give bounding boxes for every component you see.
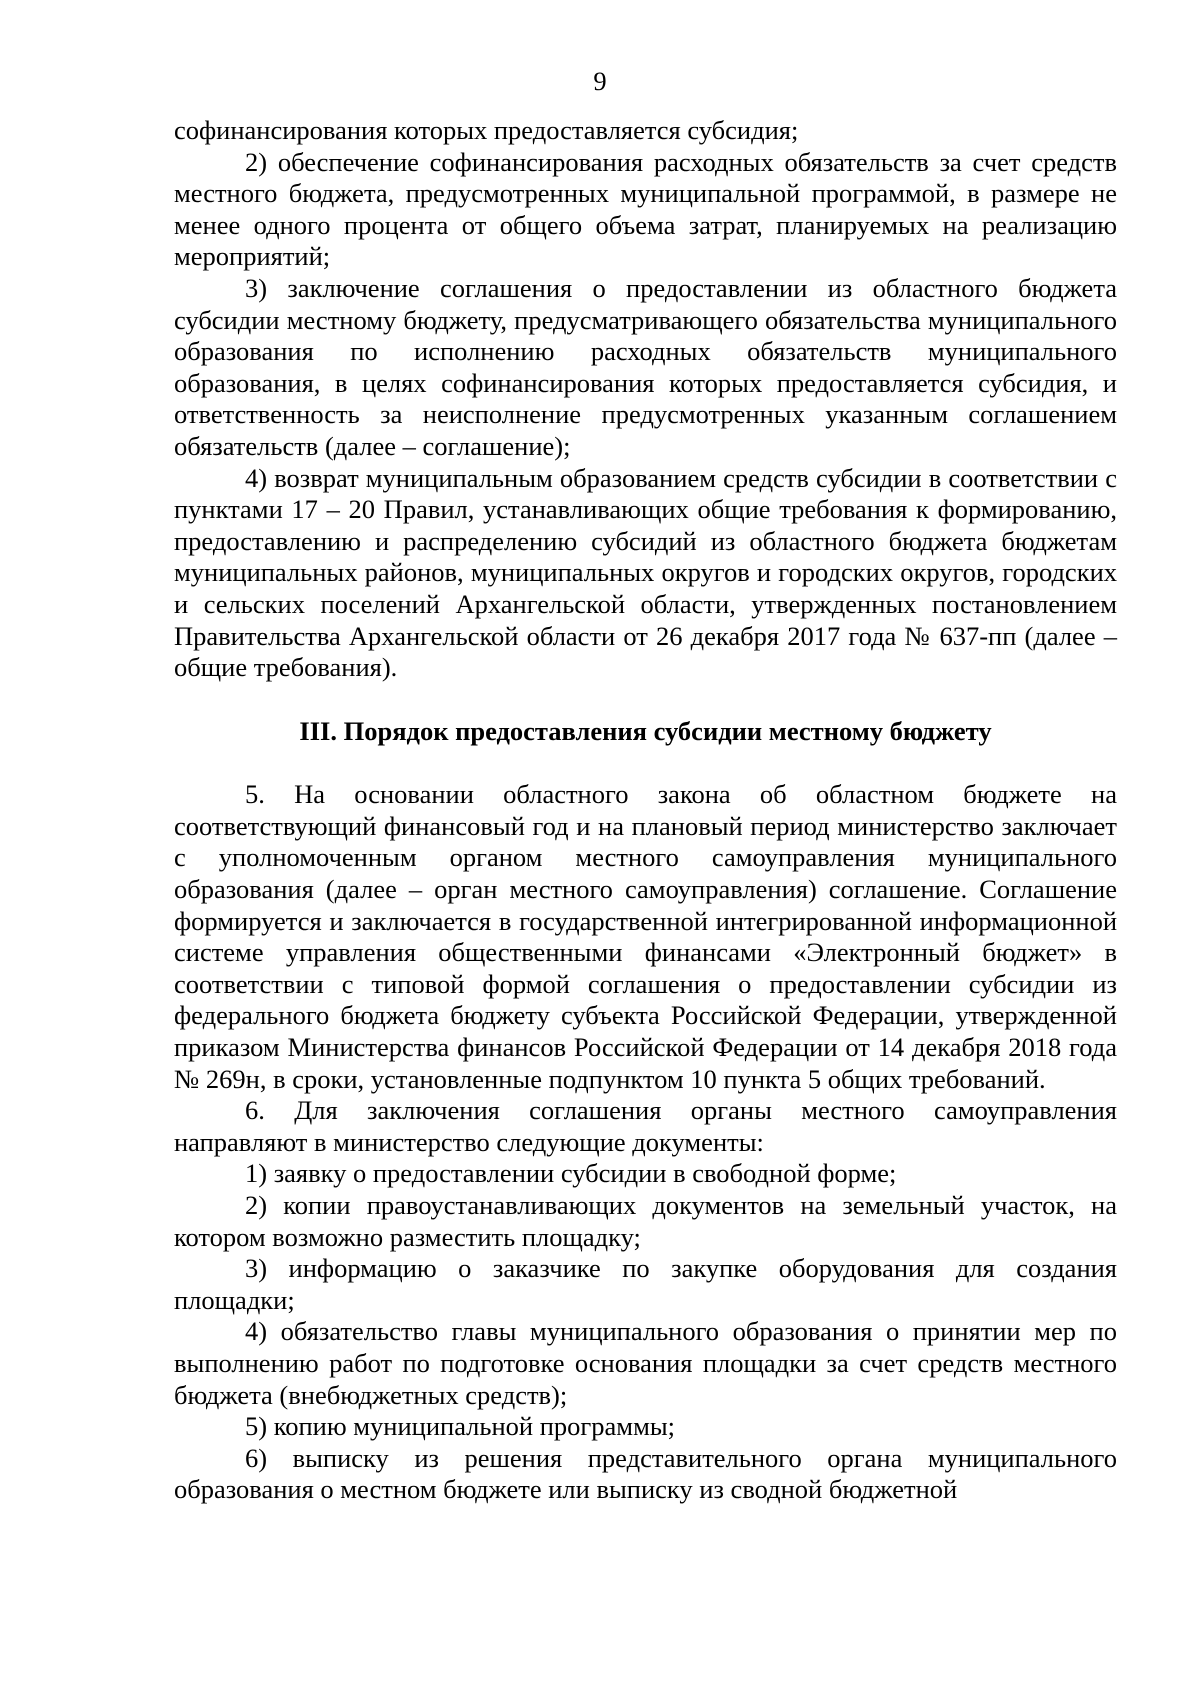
section-heading: III. Порядок предоставления субсидии местному бюджету	[299, 715, 992, 746]
paragraph: 2) копии правоустанавливающих документов на земельный участок, на котором возможно разместить площадку;	[174, 1190, 1117, 1252]
page-number: 9	[593, 66, 607, 96]
paragraphs-bottom	[174, 779, 1117, 1506]
paragraph: 6) выписку из решения представительного органа муниципального образования о местном бюджете или выписку из сводной бюджетной	[174, 1442, 1117, 1505]
paragraph: 4) возврат муниципальным образованием средств субсидии в соответствии с пунктами 17 – 20 Правил, устанавливающих общие требования к формированию, предоставлению и распределению субсидий из областного бюджета бюджетам муниципальных районов, муниципальных округов и городских округов, городских и сельских поселений Архангельской области, утвержденных постановлением Правительства Архангельской области от 26 декабря 2017 года № 637-пп (далее – общие требования).	[174, 462, 1117, 683]
document-body	[174, 115, 1117, 1506]
paragraph: 5. На основании областного закона об областном бюджете на соответствующий финансовый год и на плановый период министерство заключает с уполномоченным органом местного самоуправления муниципального образования (далее – орган местного самоуправления) соглашение. Соглашение формируется и заключается в государственной интегрированной информационной системе управления общественными финансами «Электронный бюджет» в соответствии с типовой формой соглашения о предоставлении субсидии из федерального бюджета бюджету субъекта Российской Федерации, утвержденной приказом Министерства финансов Российской Федерации от 14 декабря 2018 года № 269н, в сроки, установленные подпунктом 10 пункта 5 общих требований.	[174, 779, 1117, 1094]
paragraph: 5) копию муниципальной программы;	[245, 1411, 676, 1442]
paragraph: 2) обеспечение софинансирования расходных обязательств за счет средств местного бюджета, предусмотренных муниципальной программой, в размере не менее одного процента от общего объема затрат, планируемых на реализацию мероприятий;	[174, 146, 1117, 272]
paragraph: 6. Для заключения соглашения органы местного самоуправления направляют в министерство следующие документы:	[174, 1095, 1117, 1157]
paragraph: 3) информацию о заказчике по закупке оборудования для создания площадки;	[174, 1253, 1117, 1315]
paragraph: 4) обязательство главы муниципального образования о принятии мер по выполнению работ по подготовке основания площадки за счет средств местного бюджета (внебюджетных средств);	[174, 1316, 1117, 1410]
paragraphs-top	[174, 115, 1117, 684]
paragraph: 3) заключение соглашения о предоставлении из областного бюджета субсидии местному бюджету, предусматривающего обязательства муниципального образования по исполнению расходных обязательств муниципального образования, в целях софинансирования которых предоставляется субсидия, и ответственность за неисполнение предусмотренных указанным соглашением обязательств (далее – соглашение);	[174, 272, 1117, 461]
paragraph: 1) заявку о предоставлении субсидии в свободной форме;	[245, 1158, 897, 1189]
paragraph: софинансирования которых предоставляется субсидия;	[174, 115, 799, 145]
